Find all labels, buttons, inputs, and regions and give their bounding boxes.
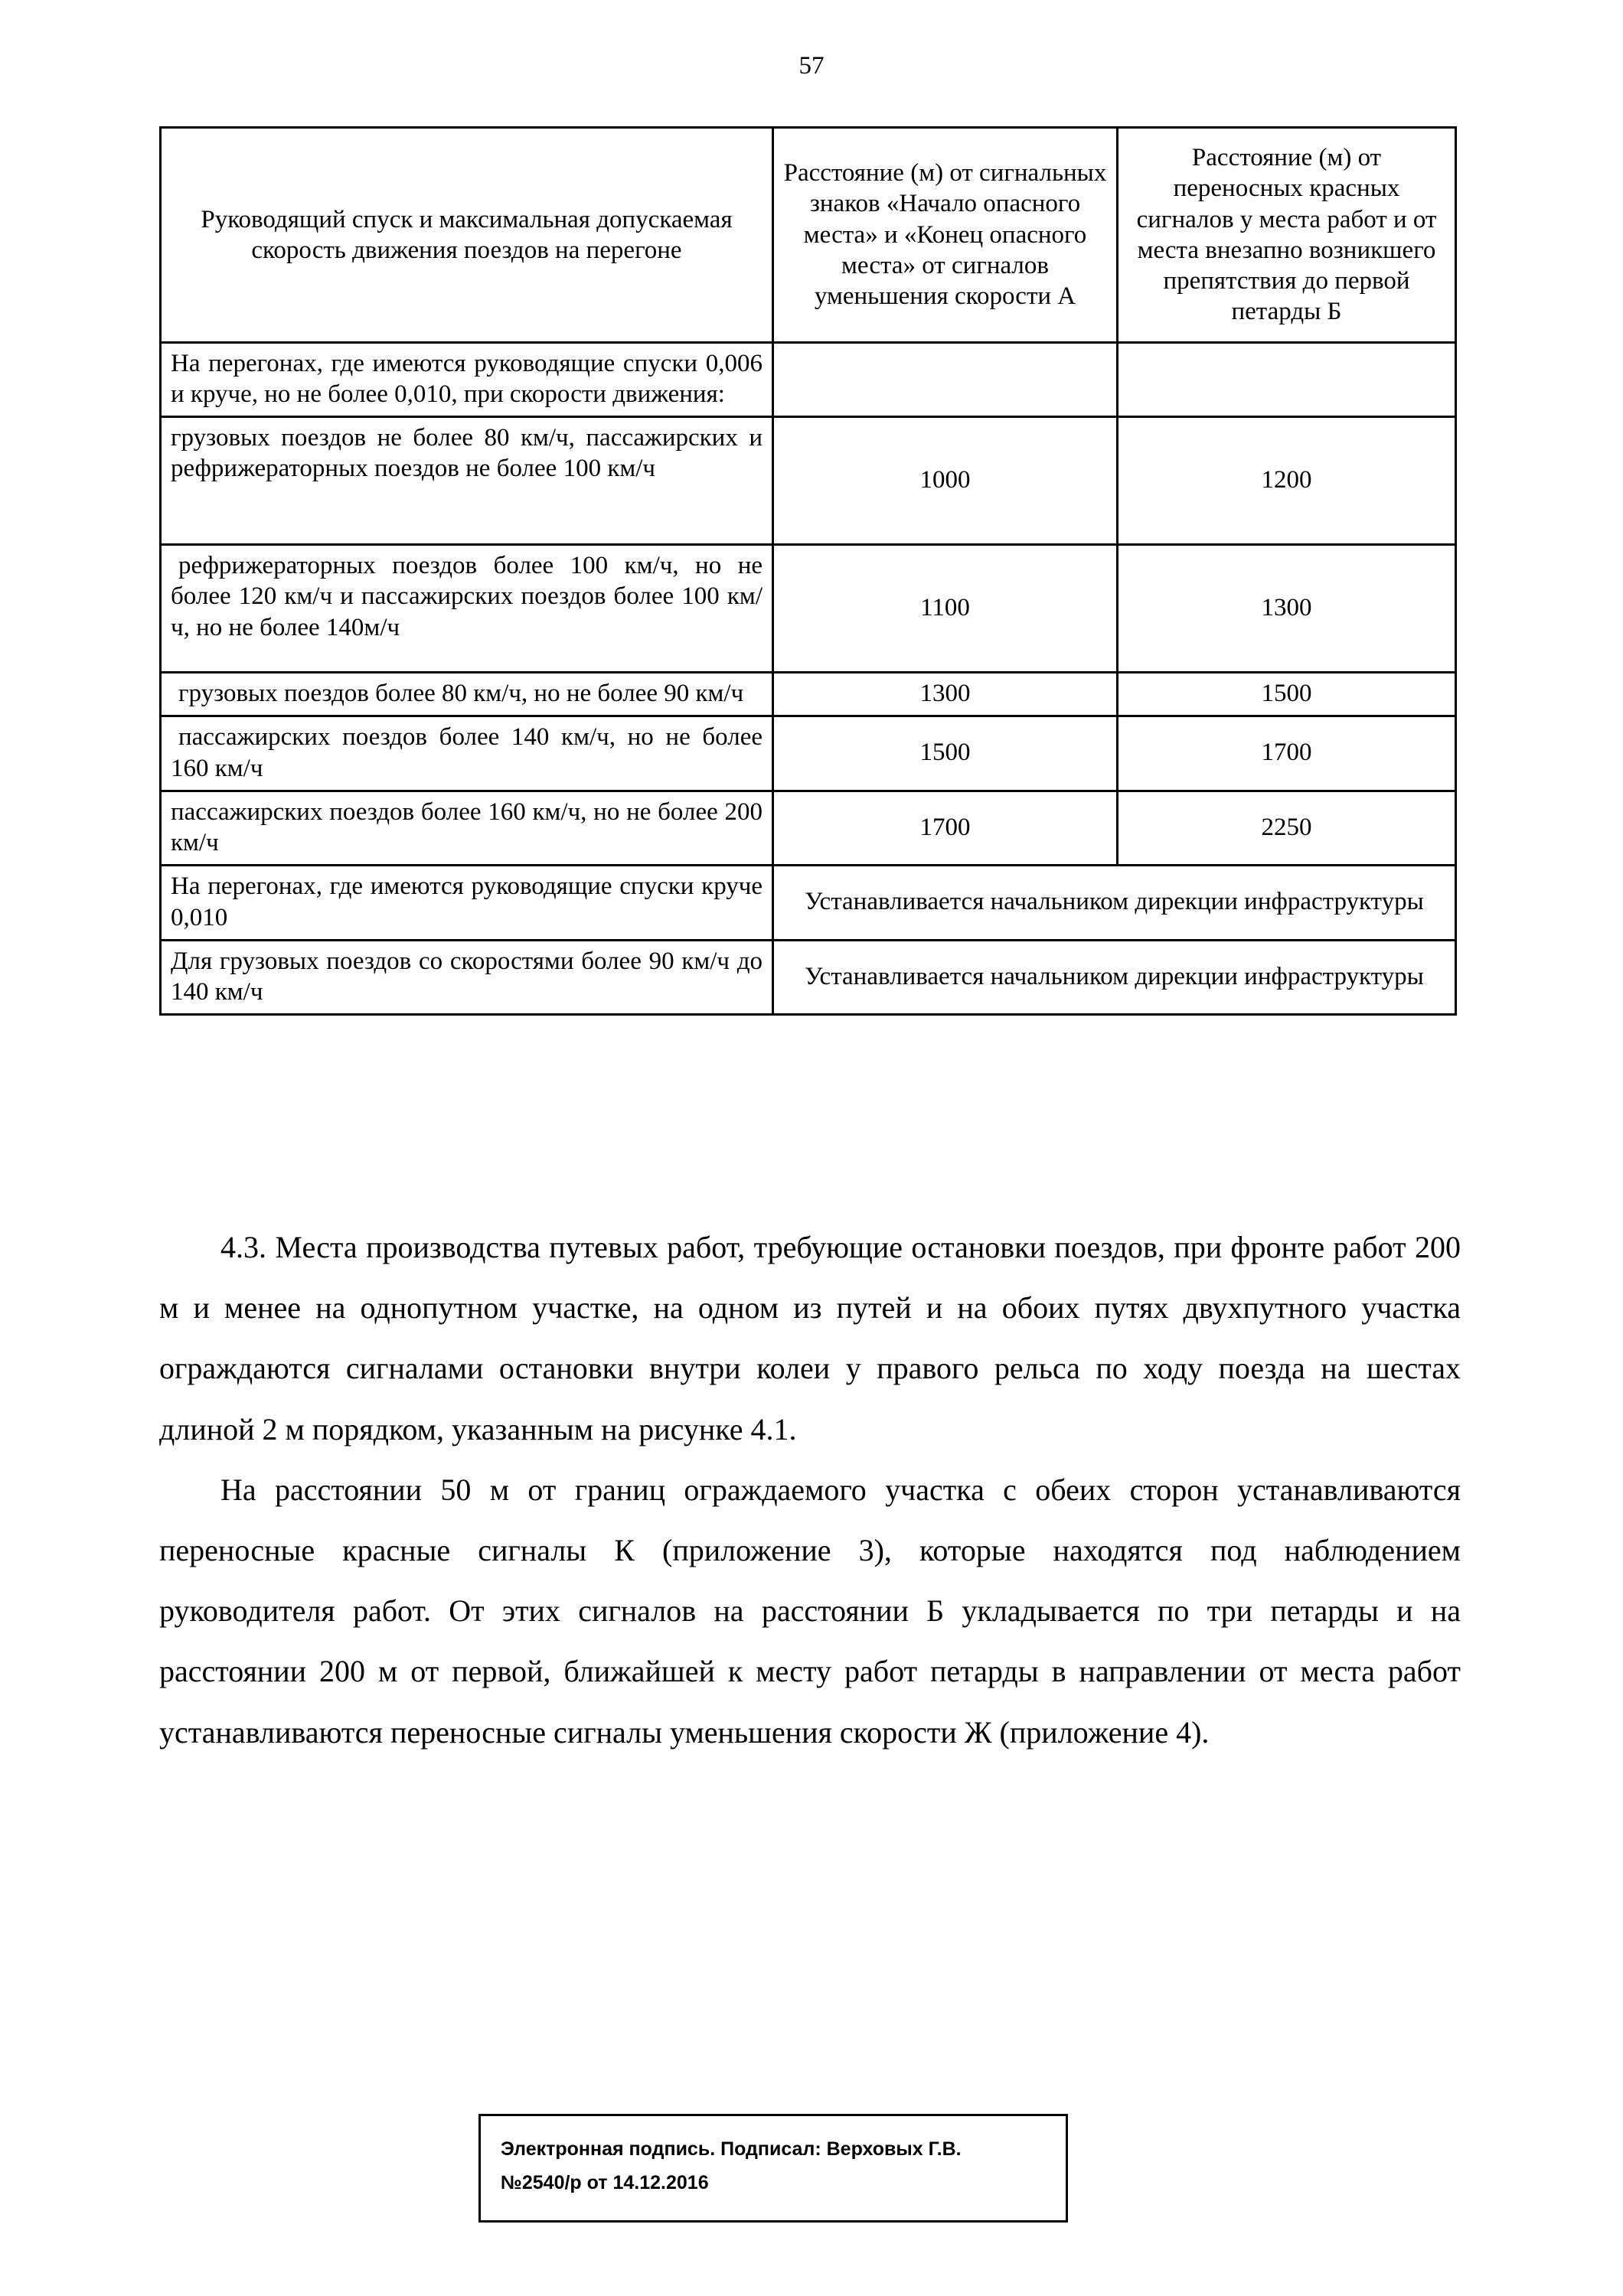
row-description: На перегонах, где имеются руководящие спуски 0,006 и круче, но не более 0,010, при скорости движения: <box>161 342 773 417</box>
table-header-row <box>161 128 1456 343</box>
row-description: На перегонах, где имеются руководящие спуски круче 0,010 <box>161 866 773 941</box>
table-row <box>161 791 1456 866</box>
table-row <box>161 866 1456 941</box>
table-row <box>161 673 1456 716</box>
paragraph-signals: На расстоянии 50 м от границ ограждаемого участка с обеих сторон устанавливаются переносные красные сигналы К (приложение 3), которые находятся под наблюдением руководителя работ. От этих сигналов на расстоянии Б укладывается по три петарды и на расстоянии 200 м от первой, ближайшей к месту работ петарды в направлении от места работ устанавливаются переносные сигналы уменьшения скорости Ж (приложение 4). <box>159 1472 1461 1750</box>
row-description: грузовых поездов более 80 км/ч, но не более 90 км/ч <box>161 673 773 716</box>
table-header-distance-a: Расстояние (м) от сигнальных знаков «Начало опасного места» и «Конец опасного места» от сигналов уменьшения скорости А <box>773 128 1118 343</box>
row-value-b: 1200 <box>1118 417 1456 545</box>
row-merged-value: Устанавливается начальником дирекции инфраструктуры <box>773 866 1456 941</box>
signature-signer: Электронная подпись. Подписал: Верховых Г.В. <box>501 2138 962 2160</box>
row-description: Для грузовых поездов со скоростями более 90 км/ч до 140 км/ч <box>161 940 773 1015</box>
signal-distance-table <box>159 126 1457 1016</box>
row-description: грузовых поездов не более 80 км/ч, пассажирских и рефрижераторных поездов не более 100 км/ч <box>161 417 773 545</box>
electronic-signature-stamp <box>478 2114 1068 2223</box>
row-value-a: 1700 <box>773 791 1118 866</box>
body-text-block <box>159 1217 1461 1763</box>
row-value-a: 1100 <box>773 545 1118 673</box>
page-number: 57 <box>798 52 825 80</box>
table-header-description: Руководящий спуск и максимальная допускаемая скорость движения поездов на перегоне <box>161 128 773 343</box>
table-header-distance-b: Расстояние (м) от переносных красных сигналов у места работ и от места внезапно возникшего препятствия до первой петарды Б <box>1118 128 1456 343</box>
row-description: пассажирских поездов более 160 км/ч, но не более 200 км/ч <box>161 791 773 866</box>
row-description: пассажирских поездов более 140 км/ч, но не более 160 км/ч <box>161 716 773 791</box>
table-row <box>161 716 1456 791</box>
row-value-a <box>773 342 1118 417</box>
table-row <box>161 417 1456 545</box>
table-row <box>161 545 1456 673</box>
row-value-b: 1700 <box>1118 716 1456 791</box>
row-value-b: 1500 <box>1118 673 1456 716</box>
table-row <box>161 342 1456 417</box>
table-row <box>161 940 1456 1015</box>
paragraph-4-3: 4.3. Места производства путевых работ, требующие остановки поездов, при фронте работ 200 м и менее на однопутном участке, на одном из путей и на обоих путях двухпутного участка ограждаются сигналами остановки внутри колеи у правого рельса по ходу поезда на шестах длиной 2 м порядком, указанным на рисунке 4.1. <box>159 1230 1461 1446</box>
row-value-b <box>1118 342 1456 417</box>
signature-document-number: №2540/р от 14.12.2016 <box>501 2171 709 2193</box>
row-value-b: 2250 <box>1118 791 1456 866</box>
row-value-a: 1500 <box>773 716 1118 791</box>
row-description: рефрижераторных поездов более 100 км/ч, но не более 120 км/ч и пассажирских поездов более 100 км/ч, но не более 140м/ч <box>161 545 773 673</box>
row-value-a: 1000 <box>773 417 1118 545</box>
row-value-a: 1300 <box>773 673 1118 716</box>
row-merged-value: Устанавливается начальником дирекции инфраструктуры <box>773 940 1456 1015</box>
row-value-b: 1300 <box>1118 545 1456 673</box>
